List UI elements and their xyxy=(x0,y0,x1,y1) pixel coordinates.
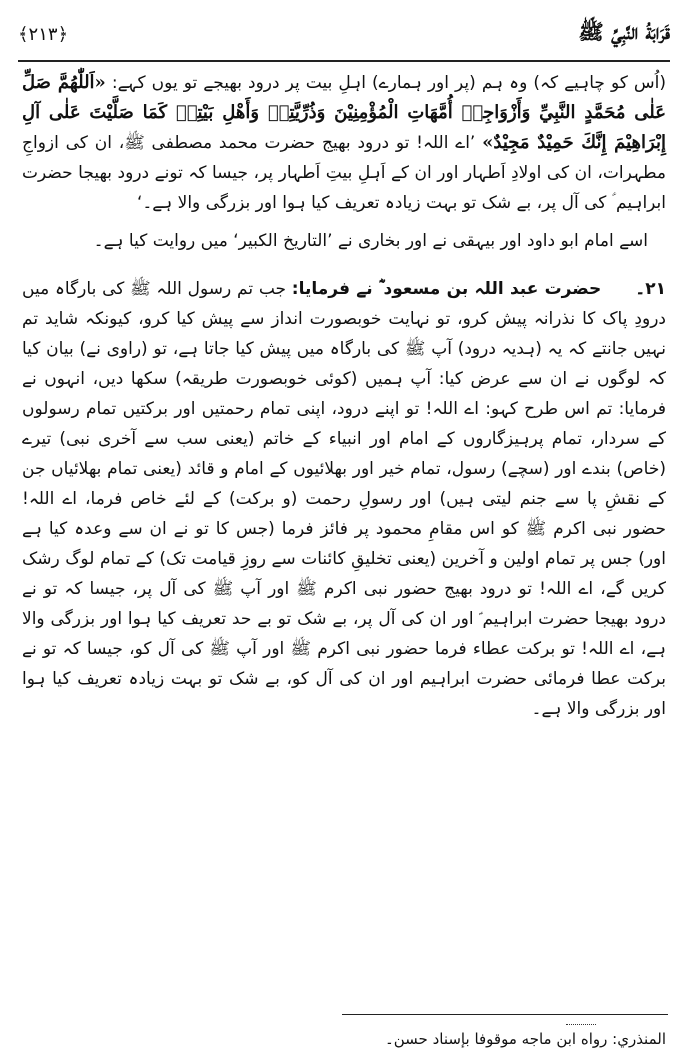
footnote-rule xyxy=(342,1014,668,1015)
arabic-durood-text: «اَللّٰهُمَّ صَلِّ عَلٰى مُحَمَّدٍ النَّبِيِّ وَأَزْوَاجِهٖ أُمَّهَاتِ الْمُؤْمِنِيْنَ وَذُرِّيَّتِهٖ وَأَهْلِ بَيْتِهٖ كَمَا صَلَّيْتَ عَلٰى آلِ إِبْرَاهِيْمَ إِنَّكَ حَمِيْدٌ مَجِيْدٌ» xyxy=(22,72,666,153)
header-rule xyxy=(18,60,670,62)
paragraph-2 xyxy=(22,274,666,724)
source-reference: اسے امام ابو داود اور بیہقی نے اور بخاری نے ’التاریخ الکبیر‘ میں روایت کیا ہے۔ xyxy=(93,231,648,251)
paragraph-1 xyxy=(22,68,666,218)
footnote: المنذري: رواه ابن ماجه موقوفا بإسناد حسن۔ xyxy=(384,1030,666,1048)
page-number: ﴿۲۱۳﴾ xyxy=(18,23,69,45)
narrator: حضرت عبد اللہ بن مسعود ؓ نے فرمایا: xyxy=(291,279,602,299)
paragraph-1-translation: ’اے اللہ! تو درود بھیج حضرت محمد مصطفی ﷺ، ان کی ازواجِ مطہرات، ان کی اولادِ اَطہار اور ان کے اَہلِ بیتِ اَطہار پر، جیسا کہ تونے درود بھیجا حضرت ابراہیم ؑ کی آل پر، بے شک تو بہت زیادہ تعریف کیا ہوا اور بزرگی والا ہے۔‘ xyxy=(22,133,667,213)
paragraph-1-intro: (اُس کو چاہیے کہ) وہ ہم (پر اور ہمارے) اہلِ بیت پر درود بھیجے تو یوں کہے: xyxy=(105,73,667,93)
footnote-marker xyxy=(566,1024,596,1025)
main-text xyxy=(22,68,666,732)
page-header xyxy=(18,14,670,54)
hadith-number: ۲۱۔ xyxy=(635,279,666,299)
paragraph-2-text: جب تم رسول اللہ ﷺ کی بارگاہ میں درودِ پاک کا نذرانہ پیش کرو، تو نہایت خوبصورت انداز سے پیش کیا کرو، کیونکہ شاید تم نہیں جانتے کہ یہ (ہدیہ درود) آپ ﷺ کی بارگاہ میں پیش کیا جاتا ہے، تو (راوی نے) بیان کیا کہ لوگوں نے ان سے عرض کیا: آپ ہمیں (کوئی خوبصورت طریقہ) سکھا دیں، انہوں نے فرمایا: تم اس طرح کہو: اے اللہ! تو اپنے درود، اپنی تمام رحمتیں اور برکتیں تمام رسولوں کے سردار، تمام پرہیزگاروں کے امام اور انبیاء کے خاتم (یعنی سب سے آخری نبی) تیرے (خاص) بندے اور (سچے) رسول، تمام خیر اور بھلائیوں کے امام و قائد (یعنی تمام بھلائیاں جن کے نقشِ پا سے جنم لیتی ہیں) اور رسولِ رحمت (و برکت) کے لئے خاص فرما، اے اللہ! حضور نبی اکرم ﷺ کو اس مقامِ محمود پر فائز فرما (جس کا تو نے ان سے وعدہ کیا ہے اور) جس پر تمام اولین و آخرین (یعنی تخلیقِ کائنات سے روزِ قیامت تک) کے تمام لوگ رشک کریں گے، اے اللہ! تو درود بھیج حضور نبی اکرم ﷺ اور آپ ﷺ کی آل پر، جیسا کہ تو نے درود بھیجا حضرت ابراہیم ؑ اور ان کی آل پر، بے شک تو بے حد تعریف کیا ہوا اور بزرگی والا ہے، اے اللہ! تو برکت عطاء فرما حضور نبی اکرم ﷺ اور آپ ﷺ کی آل کو، جیسا کہ تو نے برکت عطا فرمائی حضرت ابراہیم اور ان کی آل کو، بے شک تو بہت زیادہ تعریف کیا ہوا اور بزرگی والا ہے۔ xyxy=(22,279,666,719)
running-title: قَرَابَةُ النَّبِيِّ ﷺ xyxy=(578,18,670,44)
